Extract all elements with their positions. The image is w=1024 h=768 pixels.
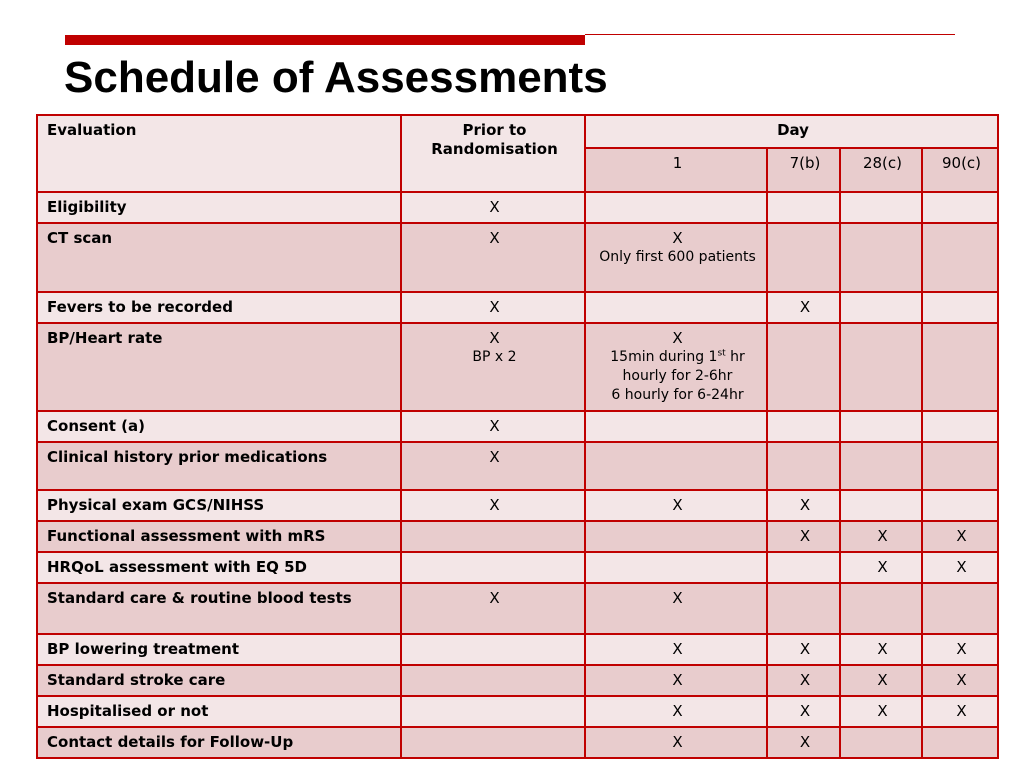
header-day-1: 1 xyxy=(585,148,767,192)
cell-day-90: X xyxy=(922,665,998,696)
cell-day-7 xyxy=(767,192,840,223)
table-row xyxy=(37,552,998,583)
cell-day-90 xyxy=(922,490,998,521)
cell-day-7 xyxy=(767,552,840,583)
cell-day-28 xyxy=(840,442,922,490)
cell-note: hourly for 2-6hr xyxy=(622,368,733,384)
table-row xyxy=(37,411,998,442)
table-row xyxy=(37,727,998,758)
cell-day-90: X xyxy=(922,634,998,665)
cell-day-1: X xyxy=(585,583,767,634)
cell-prior xyxy=(401,552,585,583)
cell-day-90 xyxy=(922,442,998,490)
cell-day-28: X xyxy=(840,521,922,552)
cell-day-7: X xyxy=(767,696,840,727)
title-accent-bar xyxy=(65,35,585,45)
table-row xyxy=(37,192,998,223)
cell-note: 15min during 1st hr xyxy=(610,348,745,365)
cell-day-90 xyxy=(922,292,998,323)
table-row xyxy=(37,442,998,490)
schedule-table xyxy=(36,114,999,759)
header-prior-to-randomisation: Prior to Randomisation xyxy=(401,115,585,192)
row-label: Standard stroke care xyxy=(37,665,401,696)
cell-day-28 xyxy=(840,727,922,758)
cell-day-90 xyxy=(922,583,998,634)
cell-day-90 xyxy=(922,192,998,223)
header-row xyxy=(37,115,998,148)
row-label: Contact details for Follow-Up xyxy=(37,727,401,758)
cell-day-1 xyxy=(585,192,767,223)
cell-day-28 xyxy=(840,323,922,411)
cell-day-90 xyxy=(922,223,998,292)
cell-day-28 xyxy=(840,192,922,223)
cell-mark: X xyxy=(672,329,683,347)
cell-prior: X xyxy=(401,223,585,292)
cell-day-28 xyxy=(840,411,922,442)
title-accent-line xyxy=(585,34,955,35)
cell-prior: X xyxy=(401,490,585,521)
header-evaluation: Evaluation xyxy=(37,115,401,192)
cell-day-90 xyxy=(922,727,998,758)
cell-prior xyxy=(401,727,585,758)
cell-mark: X xyxy=(489,329,500,347)
cell-day-28 xyxy=(840,223,922,292)
cell-day-28: X xyxy=(840,552,922,583)
cell-day-1 xyxy=(585,292,767,323)
cell-prior xyxy=(401,634,585,665)
cell-day-90: X xyxy=(922,521,998,552)
cell-day-28: X xyxy=(840,634,922,665)
cell-prior: X xyxy=(401,583,585,634)
cell-day-1: X xyxy=(585,727,767,758)
cell-prior xyxy=(401,696,585,727)
table-row xyxy=(37,634,998,665)
cell-day-1 xyxy=(585,411,767,442)
row-label: Functional assessment with mRS xyxy=(37,521,401,552)
cell-day-1 xyxy=(585,223,767,292)
table-row xyxy=(37,223,998,292)
cell-day-28: X xyxy=(840,665,922,696)
row-label: Eligibility xyxy=(37,192,401,223)
cell-note: BP x 2 xyxy=(472,349,517,365)
row-label: CT scan xyxy=(37,223,401,292)
table-row xyxy=(37,583,998,634)
table-row xyxy=(37,490,998,521)
cell-prior xyxy=(401,521,585,552)
cell-day-1 xyxy=(585,442,767,490)
cell-prior: X xyxy=(401,411,585,442)
cell-day-7 xyxy=(767,411,840,442)
header-day-90: 90(c) xyxy=(922,148,998,192)
cell-day-90 xyxy=(922,411,998,442)
cell-day-90: X xyxy=(922,552,998,583)
cell-mark: X xyxy=(672,229,683,247)
cell-day-1: X xyxy=(585,490,767,521)
row-label: Consent (a) xyxy=(37,411,401,442)
row-label: Hospitalised or not xyxy=(37,696,401,727)
table-row xyxy=(37,292,998,323)
cell-day-7 xyxy=(767,223,840,292)
cell-day-7 xyxy=(767,442,840,490)
table-row xyxy=(37,665,998,696)
cell-day-1: X xyxy=(585,665,767,696)
cell-prior xyxy=(401,665,585,696)
row-label: BP/Heart rate xyxy=(37,323,401,411)
cell-prior xyxy=(401,323,585,411)
cell-day-1 xyxy=(585,521,767,552)
cell-day-7: X xyxy=(767,521,840,552)
row-label: Fevers to be recorded xyxy=(37,292,401,323)
row-label: Clinical history prior medications xyxy=(37,442,401,490)
row-label: Physical exam GCS/NIHSS xyxy=(37,490,401,521)
cell-day-1: X xyxy=(585,634,767,665)
cell-day-90: X xyxy=(922,696,998,727)
table-row xyxy=(37,696,998,727)
cell-day-7: X xyxy=(767,665,840,696)
header-day-28: 28(c) xyxy=(840,148,922,192)
cell-day-28 xyxy=(840,490,922,521)
cell-prior: X xyxy=(401,442,585,490)
cell-note: 6 hourly for 6-24hr xyxy=(611,387,744,403)
cell-day-1 xyxy=(585,552,767,583)
row-label: HRQoL assessment with EQ 5D xyxy=(37,552,401,583)
cell-day-1 xyxy=(585,323,767,411)
row-label: Standard care & routine blood tests xyxy=(37,583,401,634)
table-row xyxy=(37,521,998,552)
cell-day-90 xyxy=(922,323,998,411)
cell-prior: X xyxy=(401,192,585,223)
page-title: Schedule of Assessments xyxy=(64,53,608,102)
cell-day-28 xyxy=(840,583,922,634)
table-row xyxy=(37,323,998,411)
cell-day-7: X xyxy=(767,490,840,521)
row-label: BP lowering treatment xyxy=(37,634,401,665)
cell-day-7: X xyxy=(767,727,840,758)
cell-day-28 xyxy=(840,292,922,323)
cell-prior: X xyxy=(401,292,585,323)
cell-day-1: X xyxy=(585,696,767,727)
cell-day-7 xyxy=(767,583,840,634)
cell-day-28: X xyxy=(840,696,922,727)
header-day-7: 7(b) xyxy=(767,148,840,192)
cell-day-7: X xyxy=(767,634,840,665)
cell-day-7 xyxy=(767,323,840,411)
cell-day-7: X xyxy=(767,292,840,323)
cell-note: Only first 600 patients xyxy=(599,249,756,265)
header-day: Day xyxy=(585,115,998,148)
